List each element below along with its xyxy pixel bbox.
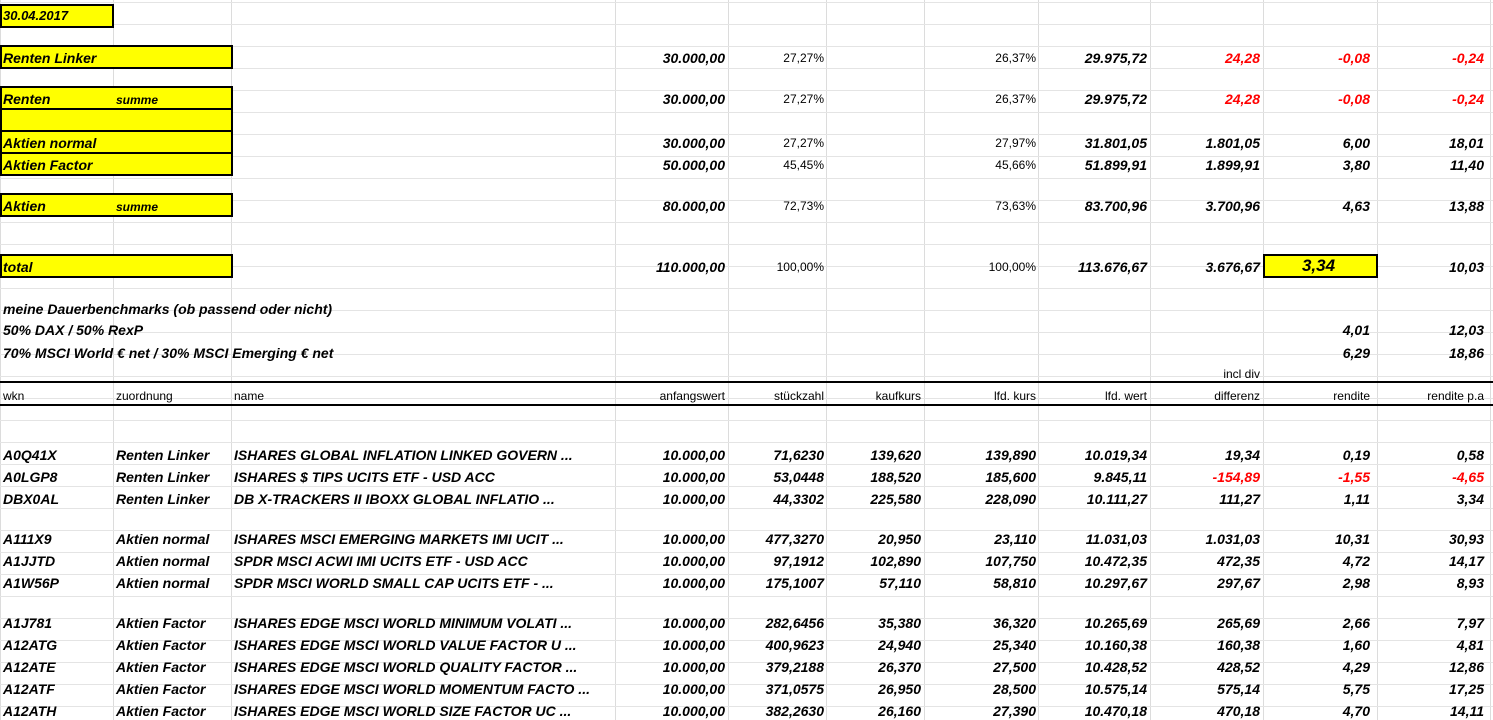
- aktien_normal-lfd-wert[interactable]: 31.801,05: [1084, 135, 1147, 151]
- table-row-9-rendite-pa[interactable]: 12,86: [1448, 659, 1484, 675]
- table-row-9-name[interactable]: ISHARES EDGE MSCI WORLD QUALITY FACTOR ...: [234, 659, 578, 675]
- aktien_summe-sub-label: summe: [116, 200, 159, 214]
- table-row-6-zuordnung[interactable]: Aktien normal: [116, 575, 210, 591]
- table-row-6-lfd-wert[interactable]: 10.297,67: [1084, 575, 1147, 591]
- aktien_summe-rendite-pa[interactable]: 13,88: [1448, 198, 1484, 214]
- renten_summe-pct-anfangswert[interactable]: 27,27%: [783, 92, 824, 106]
- header-differenz[interactable]: differenz: [1214, 389, 1260, 403]
- table-row-4-name[interactable]: ISHARES MSCI EMERGING MARKETS IMI UCIT ...: [234, 531, 564, 547]
- benchmark-title: meine Dauerbenchmarks (ob passend oder nicht): [3, 301, 333, 317]
- renten_summe-label: Renten: [3, 91, 51, 107]
- table-row-6-rendite-pa[interactable]: 8,93: [1456, 575, 1484, 591]
- table-row-4-stueckzahl[interactable]: 477,3270: [765, 531, 824, 547]
- table-row-7-lfd-kurs[interactable]: 36,320: [993, 615, 1036, 631]
- benchmark-msci-rendite[interactable]: 6,29: [1342, 345, 1370, 361]
- renten_linker-anfangswert[interactable]: 30.000,00: [662, 50, 725, 66]
- table-row-3-name[interactable]: DB X-TRACKERS II IBOXX GLOBAL INFLATIO ...: [234, 491, 555, 507]
- aktien_summe-pct-lfd-wert[interactable]: 73,63%: [995, 199, 1036, 213]
- benchmark-dax-rendite[interactable]: 4,01: [1342, 322, 1370, 338]
- table-row-5-rendite[interactable]: 4,72: [1342, 553, 1370, 569]
- table-row-4-lfd-wert[interactable]: 11.031,03: [1085, 531, 1147, 547]
- total-pct-anfangswert[interactable]: 100,00%: [776, 260, 824, 274]
- table-row-10-lfd-kurs[interactable]: 28,500: [993, 681, 1036, 697]
- aktien_summe-differenz[interactable]: 3.700,96: [1205, 198, 1260, 214]
- table-row-11-kaufkurs[interactable]: 26,160: [878, 703, 921, 719]
- table-row-5-anfangswert[interactable]: 10.000,00: [662, 553, 725, 569]
- table-row-6-differenz[interactable]: 297,67: [1217, 575, 1260, 591]
- renten_summe-rendite-pa[interactable]: -0,24: [1452, 91, 1484, 107]
- table-row-9-kaufkurs[interactable]: 26,370: [878, 659, 921, 675]
- table-row-4-wkn[interactable]: A111X9: [3, 531, 52, 547]
- table-row-8-differenz[interactable]: 160,38: [1217, 637, 1260, 653]
- header-rendite[interactable]: rendite: [1333, 389, 1370, 403]
- table-row-5-kaufkurs[interactable]: 102,890: [870, 553, 921, 569]
- header-name[interactable]: name: [234, 389, 265, 403]
- total-anfangswert[interactable]: 110.000,00: [655, 259, 725, 275]
- header-top-rule: [0, 381, 1493, 383]
- table-row-10-rendite-pa[interactable]: 17,25: [1448, 681, 1484, 697]
- benchmark-dax-label: 50% DAX / 50% RexP: [3, 322, 144, 338]
- table-row-5-differenz[interactable]: 472,35: [1217, 553, 1260, 569]
- aktien_summe-anfangswert[interactable]: 80.000,00: [662, 198, 725, 214]
- header-kaufkurs[interactable]: kaufkurs: [875, 389, 921, 403]
- table-row-7-kaufkurs[interactable]: 35,380: [878, 615, 921, 631]
- table-row-8-name[interactable]: ISHARES EDGE MSCI WORLD VALUE FACTOR U ...: [234, 637, 577, 653]
- header-bottom-rule: [0, 404, 1493, 406]
- table-row-7-stueckzahl[interactable]: 282,6456: [765, 615, 824, 631]
- table-row-7-anfangswert[interactable]: 10.000,00: [662, 615, 725, 631]
- table-row-1-name[interactable]: ISHARES GLOBAL INFLATION LINKED GOVERN ...: [234, 447, 573, 463]
- table-row-7-zuordnung[interactable]: Aktien Factor: [116, 615, 206, 631]
- table-row-9-rendite[interactable]: 4,29: [1342, 659, 1370, 675]
- total-label-cell[interactable]: [0, 254, 233, 278]
- benchmark-dax-rendite-pa[interactable]: 12,03: [1448, 322, 1484, 338]
- table-row-8-rendite[interactable]: 1,60: [1342, 637, 1370, 653]
- table-row-6-wkn[interactable]: A1W56P: [3, 575, 60, 591]
- aktien_factor-label: Aktien Factor: [3, 157, 93, 173]
- table-row-10-anfangswert[interactable]: 10.000,00: [662, 681, 725, 697]
- table-row-11-differenz[interactable]: 470,18: [1217, 703, 1260, 719]
- table-row-6-kaufkurs[interactable]: 57,110: [879, 575, 921, 591]
- table-row-3-kaufkurs[interactable]: 225,580: [870, 491, 921, 507]
- aktien_normal-rendite-pa[interactable]: 18,01: [1448, 135, 1484, 151]
- aktien_factor-lfd-wert[interactable]: 51.899,91: [1084, 157, 1147, 173]
- table-row-5-name[interactable]: SPDR MSCI ACWI IMI UCITS ETF - USD ACC: [234, 553, 528, 569]
- table-row-1-lfd-wert[interactable]: 10.019,34: [1084, 447, 1147, 463]
- table-row-2-kaufkurs[interactable]: 188,520: [870, 469, 921, 485]
- total-rendite-pa[interactable]: 10,03: [1448, 259, 1484, 275]
- table-row-2-stueckzahl[interactable]: 53,0448: [773, 469, 824, 485]
- table-row-4-kaufkurs[interactable]: 20,950: [878, 531, 921, 547]
- empty-yellow-cell[interactable]: [0, 108, 233, 132]
- aktien_factor-rendite-pa[interactable]: 11,40: [1450, 157, 1484, 173]
- table-row-1-zuordnung[interactable]: Renten Linker: [116, 447, 210, 463]
- renten_summe-anfangswert[interactable]: 30.000,00: [662, 91, 725, 107]
- table-row-11-anfangswert[interactable]: 10.000,00: [662, 703, 725, 719]
- header-wkn[interactable]: wkn: [3, 389, 25, 403]
- table-row-7-rendite[interactable]: 2,66: [1342, 615, 1370, 631]
- table-row-7-rendite-pa[interactable]: 7,97: [1456, 615, 1484, 631]
- table-row-8-lfd-kurs[interactable]: 25,340: [993, 637, 1036, 653]
- renten_linker-pct-lfd-wert[interactable]: 26,37%: [995, 51, 1036, 65]
- table-row-6-lfd-kurs[interactable]: 58,810: [993, 575, 1036, 591]
- table-row-5-lfd-kurs[interactable]: 107,750: [985, 553, 1036, 569]
- total-pct-lfd-wert[interactable]: 100,00%: [988, 260, 1036, 274]
- table-row-5-rendite-pa[interactable]: 14,17: [1448, 553, 1484, 569]
- header-rendite-pa[interactable]: rendite p.a: [1427, 389, 1484, 403]
- renten_linker-rendite[interactable]: -0,08: [1338, 50, 1370, 66]
- table-row-10-wkn[interactable]: A12ATF: [3, 681, 55, 697]
- aktien_normal-rendite[interactable]: 6,00: [1342, 135, 1370, 151]
- table-row-2-name[interactable]: ISHARES $ TIPS UCITS ETF - USD ACC: [234, 469, 495, 485]
- aktien_normal-label: Aktien normal: [3, 135, 97, 151]
- renten_summe-pct-lfd-wert[interactable]: 26,37%: [995, 92, 1036, 106]
- aktien_normal-pct-lfd-wert[interactable]: 27,97%: [995, 136, 1036, 150]
- table-row-9-differenz[interactable]: 428,52: [1217, 659, 1260, 675]
- table-row-9-anfangswert[interactable]: 10.000,00: [662, 659, 725, 675]
- table-row-8-wkn[interactable]: A12ATG: [3, 637, 58, 653]
- table-row-4-anfangswert[interactable]: 10.000,00: [662, 531, 725, 547]
- table-row-11-zuordnung[interactable]: Aktien Factor: [116, 703, 206, 719]
- table-row-10-kaufkurs[interactable]: 26,950: [878, 681, 921, 697]
- table-row-2-rendite-pa[interactable]: -4,65: [1452, 469, 1484, 485]
- table-row-11-lfd-kurs[interactable]: 27,390: [993, 703, 1036, 719]
- aktien_factor-pct-anfangswert[interactable]: 45,45%: [783, 158, 824, 172]
- table-row-1-rendite-pa[interactable]: 0,58: [1456, 447, 1484, 463]
- renten_linker-pct-anfangswert[interactable]: 27,27%: [783, 51, 824, 65]
- table-row-3-lfd-kurs[interactable]: 228,090: [985, 491, 1036, 507]
- table-row-1-differenz[interactable]: 19,34: [1224, 447, 1260, 463]
- total-label: total: [3, 259, 33, 275]
- header-lfd-kurs[interactable]: lfd. kurs: [993, 389, 1036, 403]
- total-lfd-wert[interactable]: 113.676,67: [1077, 259, 1147, 275]
- table-row-5-zuordnung[interactable]: Aktien normal: [116, 553, 210, 569]
- table-row-6-name[interactable]: SPDR MSCI WORLD SMALL CAP UCITS ETF - ...: [234, 575, 554, 591]
- renten_linker-rendite-pa[interactable]: -0,24: [1452, 50, 1484, 66]
- table-row-1-anfangswert[interactable]: 10.000,00: [662, 447, 725, 463]
- table-row-3-rendite[interactable]: 1,11: [1343, 491, 1370, 507]
- table-row-10-lfd-wert[interactable]: 10.575,14: [1084, 681, 1147, 697]
- aktien_factor-pct-lfd-wert[interactable]: 45,66%: [995, 158, 1036, 172]
- renten_summe-sub-label: summe: [116, 93, 159, 107]
- table-row-11-lfd-wert[interactable]: 10.470,18: [1084, 703, 1147, 719]
- total-differenz[interactable]: 3.676,67: [1205, 259, 1260, 275]
- benchmark-msci-label: 70% MSCI World € net / 30% MSCI Emerging € net: [3, 345, 334, 361]
- renten_linker-differenz[interactable]: 24,28: [1224, 50, 1260, 66]
- table-row-7-differenz[interactable]: 265,69: [1217, 615, 1260, 631]
- date-value: 30.04.2017: [3, 8, 69, 23]
- table-row-9-zuordnung[interactable]: Aktien Factor: [116, 659, 206, 675]
- aktien_factor-anfangswert[interactable]: 50.000,00: [662, 157, 725, 173]
- table-row-3-differenz[interactable]: 111,27: [1219, 491, 1260, 507]
- table-row-3-stueckzahl[interactable]: 44,3302: [773, 491, 824, 507]
- table-row-11-rendite[interactable]: 4,70: [1342, 703, 1370, 719]
- table-row-2-rendite[interactable]: -1,55: [1338, 469, 1370, 485]
- table-row-2-wkn[interactable]: A0LGP8: [3, 469, 58, 485]
- table-row-1-lfd-kurs[interactable]: 139,890: [985, 447, 1036, 463]
- table-row-8-anfangswert[interactable]: 10.000,00: [662, 637, 725, 653]
- table-row-4-differenz[interactable]: 1.031,03: [1205, 531, 1260, 547]
- table-row-7-lfd-wert[interactable]: 10.265,69: [1084, 615, 1147, 631]
- aktien_summe-rendite[interactable]: 4,63: [1342, 198, 1370, 214]
- renten_summe-lfd-wert[interactable]: 29.975,72: [1084, 91, 1147, 107]
- table-row-8-stueckzahl[interactable]: 400,9623: [765, 637, 824, 653]
- aktien_factor-rendite[interactable]: 3,80: [1342, 157, 1370, 173]
- renten_linker-label: Renten Linker: [3, 50, 97, 66]
- table-row-11-rendite-pa[interactable]: 14,11: [1450, 703, 1484, 719]
- table-row-9-wkn[interactable]: A12ATE: [3, 659, 56, 675]
- table-row-6-anfangswert[interactable]: 10.000,00: [662, 575, 725, 591]
- table-row-5-stueckzahl[interactable]: 97,1912: [773, 553, 824, 569]
- aktien_normal-anfangswert[interactable]: 30.000,00: [662, 135, 725, 151]
- table-row-3-rendite-pa[interactable]: 3,34: [1456, 491, 1484, 507]
- table-row-4-rendite-pa[interactable]: 30,93: [1448, 531, 1484, 547]
- aktien_normal-pct-anfangswert[interactable]: 27,27%: [783, 136, 824, 150]
- table-row-5-wkn[interactable]: A1JJTD: [3, 553, 56, 569]
- header-zuordnung[interactable]: zuordnung: [116, 389, 173, 403]
- table-row-11-stueckzahl[interactable]: 382,2630: [765, 703, 824, 719]
- incl-div-label: incl div: [1223, 367, 1260, 381]
- table-row-7-wkn[interactable]: A1J781: [3, 615, 53, 631]
- table-row-10-stueckzahl[interactable]: 371,0575: [765, 681, 824, 697]
- table-row-8-lfd-wert[interactable]: 10.160,38: [1084, 637, 1147, 653]
- table-row-10-differenz[interactable]: 575,14: [1217, 681, 1260, 697]
- table-row-8-rendite-pa[interactable]: 4,81: [1456, 637, 1484, 653]
- table-row-7-name[interactable]: ISHARES EDGE MSCI WORLD MINIMUM VOLATI ...: [234, 615, 573, 631]
- table-row-6-stueckzahl[interactable]: 175,1007: [765, 575, 824, 591]
- table-row-1-wkn[interactable]: A0Q41X: [3, 447, 57, 463]
- table-row-3-lfd-wert[interactable]: 10.111,27: [1086, 491, 1147, 507]
- renten_summe-differenz[interactable]: 24,28: [1224, 91, 1260, 107]
- benchmark-msci-rendite-pa[interactable]: 18,86: [1448, 345, 1484, 361]
- table-row-1-kaufkurs[interactable]: 139,620: [870, 447, 921, 463]
- table-row-11-name[interactable]: ISHARES EDGE MSCI WORLD SIZE FACTOR UC ...: [234, 703, 572, 719]
- header-stueckzahl[interactable]: stückzahl: [773, 389, 824, 403]
- header-anfangswert[interactable]: anfangswert: [659, 389, 725, 403]
- table-row-6-rendite[interactable]: 2,98: [1342, 575, 1370, 591]
- table-row-2-lfd-kurs[interactable]: 185,600: [985, 469, 1036, 485]
- aktien_summe-pct-anfangswert[interactable]: 72,73%: [783, 199, 824, 213]
- table-row-1-rendite[interactable]: 0,19: [1342, 447, 1370, 463]
- renten_linker-lfd-wert[interactable]: 29.975,72: [1084, 50, 1147, 66]
- table-row-11-wkn[interactable]: A12ATH: [3, 703, 57, 719]
- table-row-9-lfd-wert[interactable]: 10.428,52: [1084, 659, 1147, 675]
- table-row-3-zuordnung[interactable]: Renten Linker: [116, 491, 210, 507]
- aktien_normal-differenz[interactable]: 1.801,05: [1205, 135, 1260, 151]
- table-row-8-zuordnung[interactable]: Aktien Factor: [116, 637, 206, 653]
- table-row-10-zuordnung[interactable]: Aktien Factor: [116, 681, 206, 697]
- table-row-2-differenz[interactable]: -154,89: [1212, 469, 1260, 485]
- table-row-4-zuordnung[interactable]: Aktien normal: [116, 531, 210, 547]
- aktien_summe-label: Aktien: [3, 198, 46, 214]
- table-row-4-rendite[interactable]: 10,31: [1334, 531, 1370, 547]
- header-lfd-wert[interactable]: lfd. wert: [1104, 389, 1147, 403]
- aktien_factor-differenz[interactable]: 1.899,91: [1205, 157, 1260, 173]
- table-row-2-anfangswert[interactable]: 10.000,00: [662, 469, 725, 485]
- table-row-4-lfd-kurs[interactable]: 23,110: [994, 531, 1036, 547]
- table-row-1-stueckzahl[interactable]: 71,6230: [773, 447, 824, 463]
- table-row-9-lfd-kurs[interactable]: 27,500: [993, 659, 1036, 675]
- table-row-8-kaufkurs[interactable]: 24,940: [878, 637, 921, 653]
- table-row-2-lfd-wert[interactable]: 9.845,11: [1093, 469, 1147, 485]
- table-row-10-rendite[interactable]: 5,75: [1342, 681, 1370, 697]
- table-row-10-name[interactable]: ISHARES EDGE MSCI WORLD MOMENTUM FACTO ...: [234, 681, 590, 697]
- total-rendite[interactable]: 3,34: [1301, 256, 1336, 275]
- table-row-3-wkn[interactable]: DBX0AL: [3, 491, 60, 507]
- table-row-5-lfd-wert[interactable]: 10.472,35: [1084, 553, 1147, 569]
- table-row-9-stueckzahl[interactable]: 379,2188: [765, 659, 824, 675]
- renten_summe-rendite[interactable]: -0,08: [1338, 91, 1370, 107]
- table-row-3-anfangswert[interactable]: 10.000,00: [662, 491, 725, 507]
- table-row-2-zuordnung[interactable]: Renten Linker: [116, 469, 210, 485]
- aktien_summe-lfd-wert[interactable]: 83.700,96: [1084, 198, 1147, 214]
